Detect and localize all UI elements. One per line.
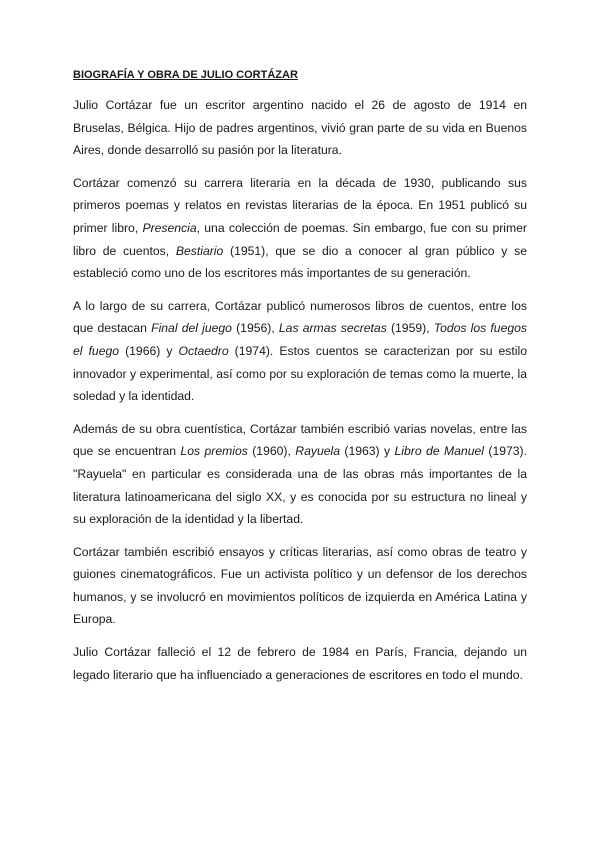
document-page xyxy=(73,66,527,696)
paragraph-2 xyxy=(73,172,527,285)
italic-title: Rayuela xyxy=(295,444,340,459)
paragraph-5 xyxy=(73,541,527,631)
italic-title: Octaedro xyxy=(178,343,229,358)
text-run: Julio Cortázar fue un escritor argentino nacido el 26 de agosto de 1914 en Bruselas, Bélgica. Hijo de padres argentinos, vivió gran parte de su vida en Buenos Aires, donde desarrolló su pasión por la literatura. xyxy=(73,98,527,158)
text-run: (1956), xyxy=(231,321,279,336)
text-run: (1959), xyxy=(386,321,434,336)
text-run: (1973). "Rayuela" en particular es considerada una de las obras más importantes de la literatura latinoamericana del siglo XX, y es conocida por su estructura no lineal y su exploración de la identidad y la libertad. xyxy=(73,444,528,527)
document-body xyxy=(73,94,527,686)
text-run: (1963) y xyxy=(339,444,395,459)
italic-title: Final del juego xyxy=(151,321,232,336)
text-run: Cortázar comenzó su carrera literaria en la década de 1930, publicando sus primeros poemas y relatos en revistas literarias de la época. En 1951 publicó su primer libro, xyxy=(73,175,527,235)
text-run: A lo largo de su carrera, Cortázar publicó numerosos libros de cuentos, entre los que destacan xyxy=(73,298,527,336)
italic-title: Presencia xyxy=(142,220,197,235)
document-title: BIOGRAFÍA Y OBRA DE JULIO CORTÁZAR xyxy=(73,69,298,81)
italic-title: Bestiario xyxy=(175,243,224,258)
italic-title: Libro de Manuel xyxy=(394,444,484,459)
italic-title: Las armas secretas xyxy=(278,321,387,336)
paragraph-3 xyxy=(73,295,527,408)
text-run: Julio Cortázar falleció el 12 de febrero de 1984 en París, Francia, dejando un legado literario que ha influenciado a generaciones de escritores en todo el mundo. xyxy=(73,645,527,682)
text-run: (1966) y xyxy=(119,343,179,358)
text-run: Además de su obra cuentística, Cortázar también escribió varias novelas, entre las que se encuentran xyxy=(73,421,527,459)
paragraph-1 xyxy=(73,94,527,162)
text-run: Cortázar también escribió ensayos y críticas literarias, así como obras de teatro y guiones cinematográficos. Fue un activista político y un defensor de los derechos humanos, y se involucró en movimientos políticos de izquierda en América Latina y Europa. xyxy=(73,544,527,627)
text-run: (1960), xyxy=(247,444,296,459)
paragraph-4 xyxy=(73,418,527,531)
italic-title: Todos los fuegos el fuego xyxy=(73,321,528,358)
italic-title: Los premios xyxy=(180,444,248,459)
text-run: (1974). Estos cuentos se caracterizan por su estilo innovador y experimental, así como por su exploración de temas como la muerte, la soledad y la identidad. xyxy=(73,343,527,404)
paragraph-6 xyxy=(73,641,527,686)
text-run: , una colección de poemas. Sin embargo, fue con su primer libro de cuentos, xyxy=(73,220,527,258)
text-run: (1951), que se dio a conocer al gran público y se estableció como uno de los escritores más importantes de su generación. xyxy=(73,243,527,281)
